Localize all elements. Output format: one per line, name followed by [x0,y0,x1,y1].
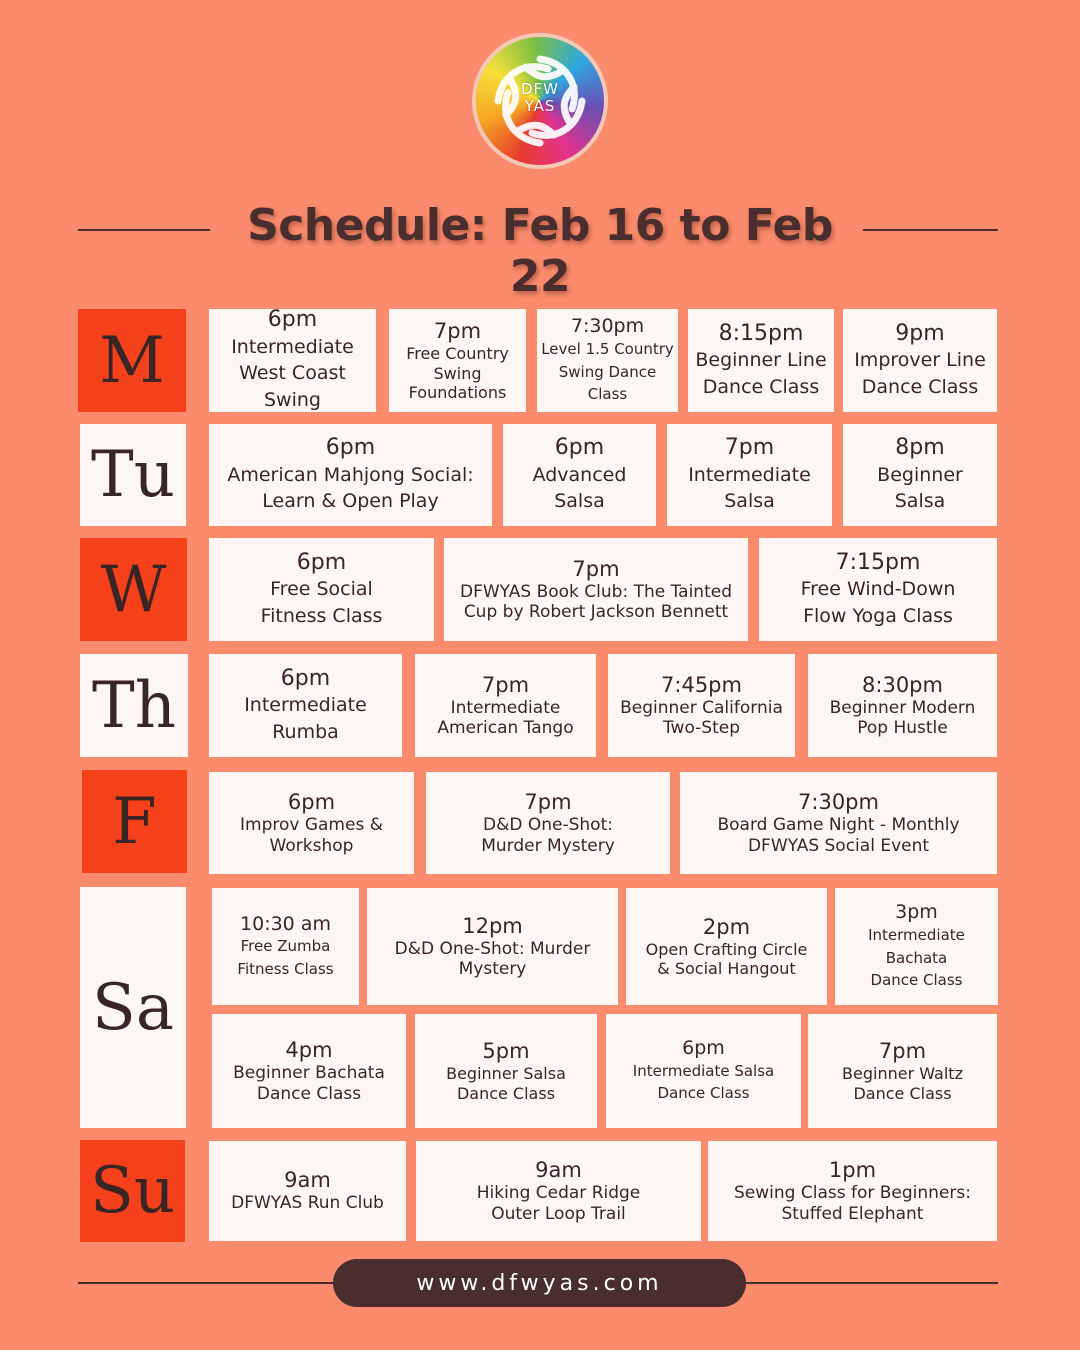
event-title: Advanced Salsa [532,463,627,513]
event-time: 7pm [481,672,530,697]
event-title: Improver Line Dance Class [854,349,986,398]
day-label-monday: M [78,309,186,412]
event-card[interactable] [843,309,997,412]
event-time: 6pm [325,435,376,461]
event-card[interactable] [808,1014,997,1128]
title-rule-right [863,229,998,231]
event-title: Free Zumba Fitness Class [237,937,334,978]
event-card[interactable] [416,1141,701,1241]
logo-text [476,81,604,115]
event-card[interactable] [415,1014,597,1128]
event-time: 6pm [267,307,318,333]
page-title: Schedule: Feb 16 to Feb 22 [247,200,833,302]
event-time: 9am [284,1168,331,1193]
event-title: Beginner Waltz Dance Class [842,1064,963,1103]
event-title: Level 1.5 Country Swing Dance Class [541,340,674,404]
event-time: 3pm [895,901,938,924]
event-card[interactable] [680,772,997,874]
event-time: 6pm [280,665,331,691]
event-time: 2pm [702,914,751,939]
title-rule-left [78,229,210,231]
event-time: 7:15pm [835,549,921,575]
event-title: Improv Games & Workshop [240,815,383,856]
event-time: 1pm [828,1158,877,1183]
event-card[interactable] [426,772,670,874]
event-title: Intermediate Salsa Dance Class [632,1061,775,1103]
event-card[interactable] [835,888,998,1005]
event-title: American Mahjong Social: Learn & Open Play [227,463,474,513]
event-time: 7:30pm [798,790,879,815]
logo-line-1: DFW [520,80,559,98]
event-title: Board Game Night - Monthly DFWYAS Social Event [717,815,960,856]
day-label-thursday: Th [80,654,188,757]
day-label-wednesday: W [80,538,187,641]
event-time: 12pm [462,913,523,938]
day-label-tuesday: Tu [80,424,186,526]
event-card[interactable] [608,654,795,757]
event-title: Intermediate American Tango [437,697,574,739]
event-card[interactable] [212,888,359,1005]
event-title: Hiking Cedar Ridge Outer Loop Trail [476,1183,641,1224]
event-card[interactable] [503,424,656,526]
event-title: D&D One-Shot: Murder Mystery [481,815,615,856]
event-card[interactable] [537,309,678,412]
event-time: 4pm [285,1038,333,1063]
event-time: 7:45pm [661,672,742,697]
event-time: 10:30 am [240,912,331,935]
event-card[interactable] [389,309,526,412]
event-card[interactable] [626,888,827,1005]
event-card[interactable] [209,309,376,412]
logo-line-2: YAS [524,97,556,115]
event-time: 7pm [724,435,775,461]
event-title: Free Country Swing Foundations [406,344,509,402]
event-time: 9pm [895,320,945,346]
event-time: 9am [535,1158,582,1183]
event-title: Intermediate Salsa [688,463,811,513]
event-title: Beginner Line Dance Class [695,349,827,398]
event-time: 8pm [895,435,945,461]
website-link[interactable]: www.dfwyas.com [333,1259,746,1307]
event-time: 7:30pm [570,315,645,338]
day-label-sunday: Su [80,1140,185,1242]
event-title: Intermediate West Coast Swing [231,335,354,411]
event-title: Beginner Salsa [877,463,963,513]
day-label-friday: F [82,770,187,873]
event-title: Sewing Class for Beginners: Stuffed Elephant [734,1183,971,1224]
event-time: 8:15pm [718,320,804,346]
event-card[interactable] [667,424,832,526]
event-title: Intermediate Bachata Dance Class [868,926,965,990]
event-card[interactable] [209,538,434,641]
event-card[interactable] [444,538,748,641]
day-label-saturday: Sa [80,887,186,1128]
footer-rule-left [78,1282,338,1284]
event-card[interactable] [209,772,414,874]
event-time: 5pm [482,1039,530,1064]
event-title: Intermediate Rumba [244,694,367,743]
event-title: Open Crafting Circle & Social Hangout [645,939,808,979]
event-card[interactable] [759,538,997,641]
event-card[interactable] [212,1014,406,1128]
event-title: D&D One-Shot: Murder Mystery [394,938,591,980]
event-title: Beginner Modern Pop Hustle [829,697,976,739]
event-time: 7pm [524,790,572,815]
event-card[interactable] [209,424,492,526]
event-time: 6pm [287,790,336,815]
event-title: Beginner Salsa Dance Class [446,1064,566,1103]
event-title: Free Wind-Down Flow Yoga Class [800,578,956,627]
event-time: 6pm [554,435,605,461]
event-card[interactable] [606,1014,801,1128]
event-title: DFWYAS Run Club [231,1193,384,1214]
event-time: 7pm [433,319,482,344]
event-title: DFWYAS Book Club: The Tainted Cup by Robert Jackson Bennett [460,581,732,623]
event-time: 6pm [682,1037,725,1060]
footer-rule-right [742,1282,998,1284]
event-card[interactable] [209,1141,406,1241]
event-time: 7pm [572,556,620,581]
event-card[interactable] [688,309,834,412]
event-card[interactable] [415,654,596,757]
dfwyas-logo [476,37,604,165]
event-time: 6pm [296,549,347,575]
event-time: 7pm [878,1039,927,1064]
event-card[interactable] [843,424,997,526]
event-title: Beginner Bachata Dance Class [233,1063,385,1104]
event-card[interactable] [808,654,997,757]
event-card[interactable] [367,888,618,1005]
event-title: Beginner California Two-Step [620,697,783,739]
event-card[interactable] [708,1141,997,1241]
event-card[interactable] [209,654,402,757]
event-time: 8:30pm [862,672,943,697]
event-title: Free Social Fitness Class [260,578,383,627]
